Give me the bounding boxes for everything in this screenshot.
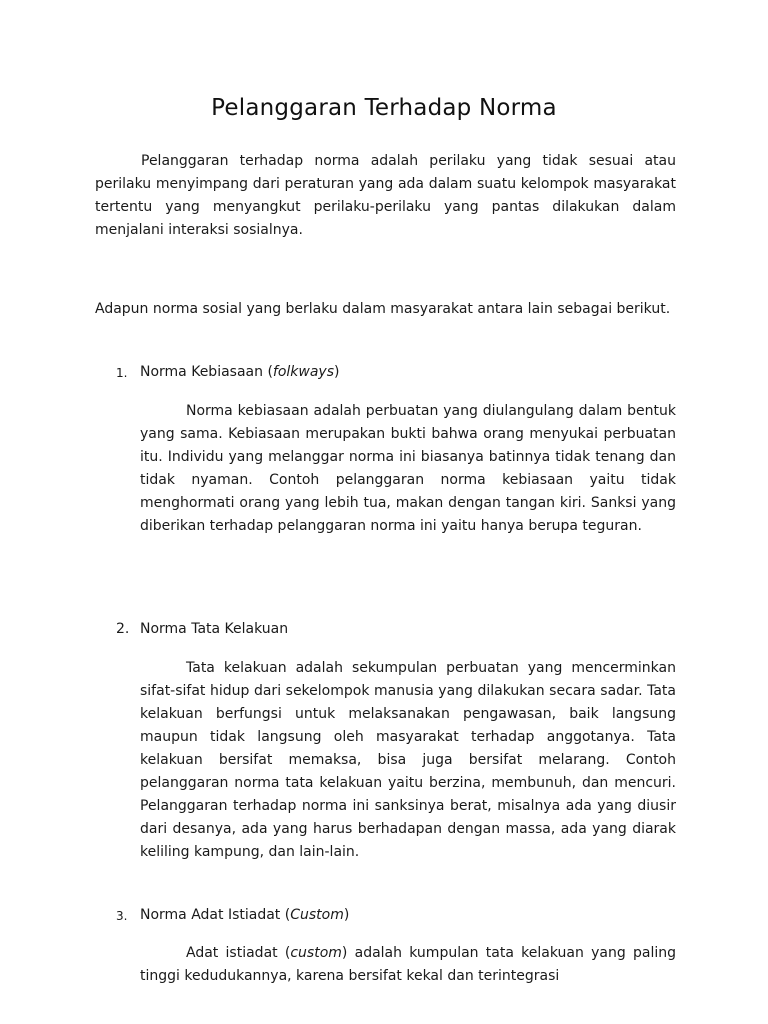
section-2-body: Tata kelakuan adalah sekumpulan perbuatan yang mencerminkan sifat-sifat hidup dari sekelompok manusia yang dilakukan secara sadar. Tata kelakuan berfungsi untuk melaksanakan pengawasan, baik langsung maupun tidak langsung oleh masyarakat terhadap anggotanya. Tata kelakuan bersifat memaksa, bisa juga bersifat melarang. Contoh pelanggaran norma tata kelakuan yaitu berzina, membunuh, dan mencuri. Pelanggaran terhadap norma ini sanksinya berat, misalnya ada yang diusir dari desanya, ada yang harus berhadapan dengan massa, ada yang diarak keliling kampung, dan lain-lain. bbox=[140, 660, 676, 860]
section-3-body-rest: ) adalah kumpulan tata kelakuan yang paling tinggi kedudukannya, karena bersifat kekal dan terintegrasi bbox=[140, 945, 676, 984]
section-3-body-text: Adat istiadat ( bbox=[186, 945, 291, 961]
section-1-heading-em: folkways bbox=[272, 364, 335, 380]
section-2-heading-text: Norma Tata Kelakuan bbox=[140, 621, 289, 637]
section-3-heading-close: ) bbox=[343, 907, 350, 923]
lead-paragraph: Adapun norma sosial yang berlaku dalam masyarakat antara lain sebagai berikut. bbox=[95, 301, 671, 317]
section-2-heading bbox=[140, 618, 288, 641]
section-1-heading-text: Norma Kebiasaan ( bbox=[140, 364, 273, 380]
section-1-heading-close: ) bbox=[334, 364, 340, 380]
section-3-heading-em: Custom bbox=[290, 907, 344, 923]
section-3-heading bbox=[140, 904, 349, 927]
section-3-heading-text: Norma Adat Istiadat ( bbox=[140, 907, 291, 923]
section-1-number: 1. bbox=[116, 366, 128, 380]
section-3-body-em: custom bbox=[290, 945, 342, 961]
section-3-number: 3. bbox=[116, 909, 128, 923]
section-1-heading bbox=[140, 361, 339, 384]
section-2-number: 2. bbox=[116, 621, 130, 637]
page-title: Pelanggaran Terhadap Norma bbox=[211, 95, 557, 121]
section-3-body bbox=[140, 942, 676, 988]
intro-paragraph: Pelanggaran terhadap norma adalah perilaku yang tidak sesuai atau perilaku menyimpang dari peraturan yang ada dalam suatu kelompok masyarakat tertentu yang menyangkut perilaku-perilaku yang pantas dilakukan dalam menjalani interaksi sosialnya. bbox=[95, 153, 676, 238]
section-1-body: Norma kebiasaan adalah perbuatan yang diulangulang dalam bentuk yang sama. Kebiasaan merupakan bukti bahwa orang menyukai perbuatan itu. Individu yang melanggar norma ini biasanya batinnya tidak tenang dan tidak nyaman. Contoh pelanggaran norma kebiasaan yaitu tidak menghormati orang yang lebih tua, makan dengan tangan kiri. Sanksi yang diberikan terhadap pelanggaran norma ini yaitu hanya berupa teguran. bbox=[140, 403, 676, 534]
